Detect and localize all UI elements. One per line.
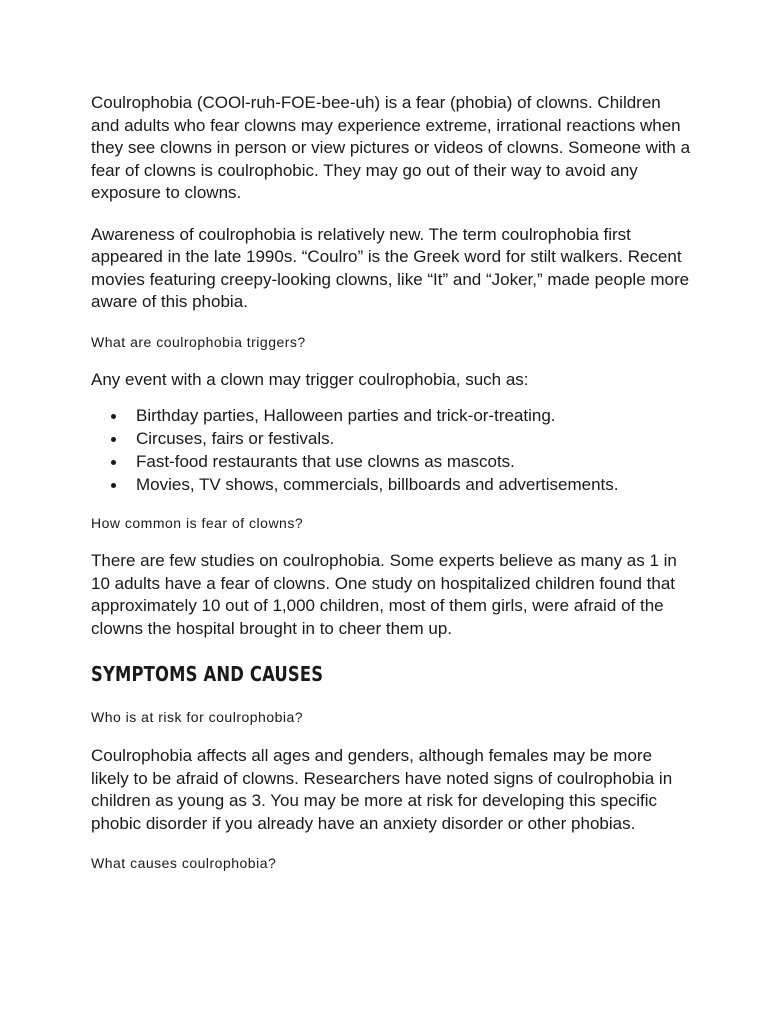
bullet-icon	[111, 437, 116, 442]
triggers-heading: What are coulrophobia triggers?	[91, 333, 306, 350]
triggers-intro-paragraph: Any event with a clown may trigger coulrophobia, such as:	[91, 369, 529, 389]
list-item	[91, 427, 691, 450]
bullet-icon	[111, 414, 116, 419]
list-item-text: Birthday parties, Halloween parties and trick-or-treating.	[136, 406, 556, 425]
bullet-icon	[111, 483, 116, 488]
prevalence-paragraph: There are few studies on coulrophobia. Some experts believe as many as 1 in 10 adults have a fear of clowns. One study on hospitalized children found that approximately 10 out of 1,000 children, most of them girls, were afraid of the clowns the hospital brought in to cheer them up.	[91, 551, 677, 638]
list-item-text: Circuses, fairs or festivals.	[136, 429, 335, 448]
risk-heading: Who is at risk for coulrophobia?	[91, 709, 304, 725]
risk-paragraph: Coulrophobia affects all ages and genders, although females may be more likely to be afraid of clowns. Researchers have noted signs of coulrophobia in children as young as 3. You may be more at risk for developing this specific phobic disorder if you already have an anxiety disorder or other phobias.	[91, 746, 673, 833]
bullet-icon	[111, 460, 116, 465]
intro-paragraph: Coulrophobia (COOl-ruh-FOE-bee-uh) is a fear (phobia) of clowns. Children and adults who fear clowns may experience extreme, irrational reactions when they see clowns in person or view pictures or videos of clowns. Someone with a fear of clowns is coulrophobic. They may go out of their way to avoid any exposure to clowns.	[91, 93, 691, 202]
awareness-paragraph: Awareness of coulrophobia is relatively new. The term coulrophobia first appeared in the late 1990s. “Coulro” is the Greek word for stilt walkers. Recent movies featuring creepy-looking clowns, like “It” and “Joker,” made people more aware of this phobia.	[91, 224, 690, 311]
triggers-list	[91, 404, 691, 496]
list-item	[91, 450, 691, 473]
list-item	[91, 404, 691, 427]
causes-heading: What causes coulrophobia?	[91, 855, 277, 871]
document-page	[91, 92, 691, 873]
list-item	[91, 473, 691, 496]
list-item-text: Fast-food restaurants that use clowns as mascots.	[136, 452, 515, 471]
common-heading: How common is fear of clowns?	[91, 515, 304, 531]
section-heading: SYMPTOMS AND CAUSES	[91, 662, 324, 686]
list-item-text: Movies, TV shows, commercials, billboards and advertisements.	[136, 475, 619, 494]
